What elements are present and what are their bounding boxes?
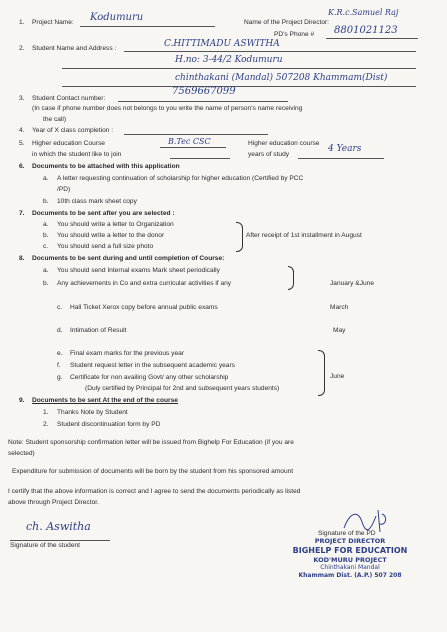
- end-item-1: Thanks Note by Student: [57, 409, 128, 416]
- during-item-g-2: (Duly certified by Principal for 2nd and subsequent years students): [85, 385, 280, 392]
- section-end-title: Documents to be sent At the end of the course: [32, 397, 178, 404]
- he-course-value: B.Tec CSC: [168, 137, 211, 146]
- during-item-f: Student request letter in the subsequent academic years: [70, 362, 235, 369]
- attach-item-b: 10th class mark sheet copy: [57, 198, 137, 205]
- section-after-title: Documents to be sent after you are selected :: [32, 210, 175, 217]
- contact-value: 7569667099: [172, 86, 236, 97]
- stamp-line-4: Chinthakani Mandal: [320, 564, 380, 571]
- brace: [288, 266, 294, 290]
- end-item-2: Student discontinuation form by PD: [57, 421, 161, 428]
- item-number: 9.: [19, 397, 25, 404]
- item-number: 2.: [19, 45, 25, 52]
- x-class-line: [124, 134, 268, 135]
- certify-line-1: I certify that the above information is correct and I agree to send the documents periodically as listed: [8, 488, 301, 495]
- item-number: 6.: [19, 163, 25, 170]
- item-number: 5.: [19, 140, 25, 147]
- after-note: After receipt of 1st installment in August: [246, 232, 362, 239]
- note-line-1: Note: Student sponsorship confirmation letter will be issued from Bighelp For Education (if you are: [8, 439, 294, 446]
- item-number: 8.: [19, 255, 25, 262]
- item-number: 3.: [19, 95, 25, 102]
- during-item-c-when: March: [330, 304, 349, 311]
- student-signature-line: [10, 540, 110, 541]
- contact-note-2: the call): [43, 116, 67, 123]
- document-page: 1. Project Name: Kodumuru Name of the Project Director: K.R.c.Samuel Raj PD's Phone # 8801021123 2. Student Name and Address : C.HITTIMADU ASWITHA H.no: 3-44/2 Kodumuru chinthakani (Mandal) 507208 Khammam(Dist) 3. Student Contact number: 7569667099 (In case if phone number does not belongs to you write the name of person's name receiving the call) 4. Year of X class completion : 5. Higher education Course B.Tec CSC in which the student like to join Higher education course years of study 4 Years 6. Documents to be attached with this application a. A letter requesting continuation of scholarship for higher education (Certified by PCC /PD) b. 10th class mark sheet copy 7. Documents to be sent after you are selected : a. You should write a letter to Organization b. You should write a letter to the donor c. You should send a full size photo After receipt of 1st installment in August 8. Documents to be sent during and until completion of Course: a. You should send Internal exams Mark sheet periodically b. Any achievements in Co and extra curricular activities if any January &June c. Hall Ticket Xerox copy before annual public exams March d. Intimation of Result May e. Final exam marks for the previous year f. Student request letter in the subsequent academic years g. Certificate for non availing Govt/ any other scholarship (Duly certified by Principal for 2nd and subsequent years students) June 9. Documents to be sent At the end of the course 1. Thanks Note by Student 2. Student discontinuation form by PD Note: Student sponsorship confirmation letter will be issued from Bighelp For Education (if you are selected) Expenditure for submission of documents will be born by the student from his sponsored amount I certify that the above information is correct and I agree to send the documents periodically as listed above through Project Director. ch. Aswitha Signature of the student Signature of the PD PROJECT DIRECTOR BIGHELP FOR EDUCATION KOD'MURU PROJECT Chinthakani Mandal Khammam Dist. (A.P.) 507 208: [0, 0, 447, 632]
- attach-item-a-2: /PD): [57, 186, 71, 193]
- address-line-1-rule: [62, 68, 416, 69]
- attach-item-a: A letter requesting continuation of scholarship for higher education (Certified by PCC: [57, 175, 304, 182]
- student-signature-label: Signature of the student: [10, 542, 81, 549]
- student-name-value: C.HITTIMADU ASWITHA: [164, 39, 280, 49]
- project-name-label: Project Name:: [32, 19, 74, 26]
- stamp-line-3: KOD'MURU PROJECT: [313, 555, 387, 564]
- after-item-c: You should send a full size photo: [57, 243, 154, 250]
- he-course-label: Higher education Course: [32, 140, 105, 147]
- expense-line: Expenditure for submission of documents will be born by the student from his sponsored amount: [12, 468, 294, 475]
- project-name-value: Kodumuru: [90, 12, 144, 23]
- during-item-c: Hall Ticket Xerox copy before annual public exams: [70, 304, 218, 311]
- stamp-line-1: PROJECT DIRECTOR: [314, 537, 386, 545]
- section-attach-title: Documents to be attached with this application: [32, 163, 180, 170]
- during-item-b-when: January &June: [330, 280, 374, 287]
- contact-line: [118, 101, 288, 102]
- x-class-label: Year of X class completion :: [32, 127, 114, 134]
- address-line-2-rule: [62, 86, 416, 87]
- during-item-e: Final exam marks for the previous year: [70, 350, 184, 357]
- director-value: K.R.c.Samuel Raj: [328, 8, 399, 17]
- item-number: 7.: [19, 210, 25, 217]
- official-stamp: [275, 538, 425, 579]
- phone-value: 8801021123: [334, 25, 398, 36]
- section-during-title: Documents to be sent during and until completion of Course:: [32, 255, 225, 262]
- student-name-label: Student Name and Address :: [32, 45, 117, 52]
- after-item-a: You should write a letter to Organization: [57, 221, 174, 228]
- phone-line: [326, 38, 418, 39]
- he-years-label-2: years of study: [248, 151, 290, 158]
- student-name-line: [124, 51, 416, 52]
- during-item-efg-when: June: [330, 373, 345, 380]
- student-signature: ch. Aswitha: [26, 520, 91, 533]
- pd-signature-label: Signature of the PD: [318, 530, 376, 537]
- he-years-label-1: Higher education course: [248, 140, 320, 147]
- item-number: 4.: [19, 127, 25, 134]
- after-item-b: You should write a letter to the donor: [57, 232, 165, 239]
- during-item-g: Certificate for non availing Govt/ any other scholarship: [70, 374, 229, 381]
- address-line-2: chinthakani (Mandal) 507208 Khammam(Dist): [175, 73, 388, 83]
- item-number: 1.: [19, 19, 25, 26]
- stamp-line-2: BIGHELP FOR EDUCATION: [292, 545, 408, 555]
- director-label: Name of the Project Director:: [244, 19, 330, 26]
- he-years-line: [298, 158, 384, 159]
- contact-label: Student Contact number:: [32, 95, 106, 102]
- brace: [318, 350, 325, 396]
- during-item-d: Intimation of Result: [70, 327, 127, 334]
- address-line-1: H.no: 3-44/2 Kodumuru: [175, 55, 283, 65]
- he-course-line: [160, 147, 226, 148]
- he-course-label-2: in which the student like to join: [32, 151, 122, 158]
- during-item-a: You should send Internal exams Mark sheet periodically: [57, 267, 220, 274]
- he-join-line: [170, 158, 230, 159]
- brace: [236, 222, 243, 252]
- stamp-line-5: Khammam Dist. (A.P.) 507 208: [298, 572, 402, 579]
- note-line-2: selected): [8, 450, 35, 457]
- contact-note-1: (In case if phone number does not belongs to you write the name of person's name receiving: [32, 105, 303, 112]
- during-item-b: Any achievements in Co and extra curricular activities if any: [57, 280, 232, 287]
- project-name-line: [80, 26, 215, 27]
- phone-label: PD's Phone #: [274, 31, 315, 38]
- during-item-d-when: May: [333, 327, 346, 334]
- certify-line-2: above through Project Director.: [8, 499, 99, 506]
- he-years-value: 4 Years: [328, 144, 362, 154]
